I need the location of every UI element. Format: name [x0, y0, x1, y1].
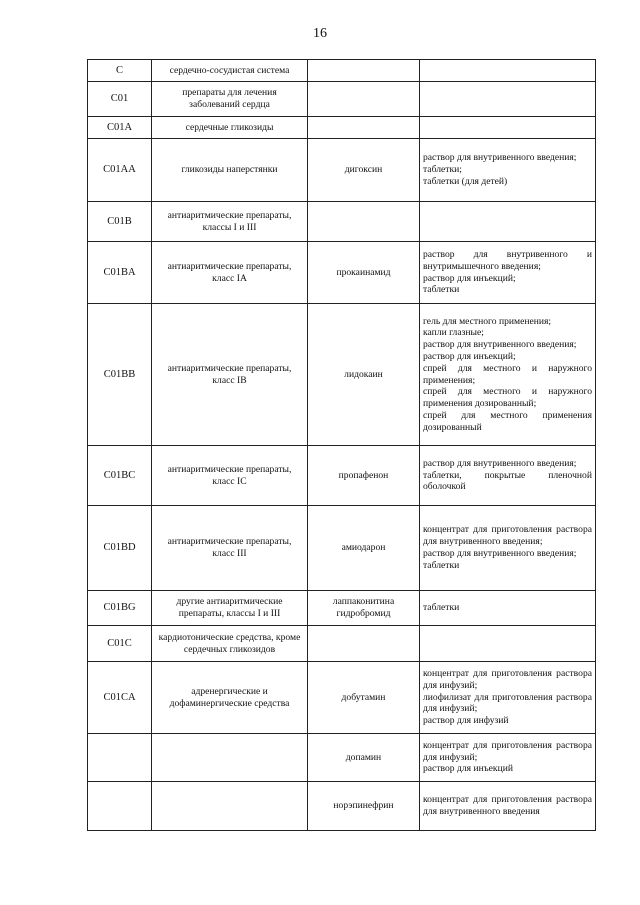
dosage-forms-cell: [420, 60, 596, 82]
drug-name-cell: пропафенон: [308, 446, 420, 506]
drug-name-cell: лаппаконитина гидробромид: [308, 591, 420, 626]
drug-name-cell: [308, 626, 420, 662]
dosage-forms-cell: [420, 446, 596, 506]
table-row: [88, 782, 596, 831]
table-row: [88, 139, 596, 202]
dosage-forms-cell: [420, 304, 596, 446]
group-name-cell: адренергические и дофаминергические средства: [152, 662, 308, 734]
drug-name-cell: амиодарон: [308, 506, 420, 591]
atc-code-cell: C01: [88, 82, 152, 117]
atc-code-cell: C01BC: [88, 446, 152, 506]
dosage-form: таблетки;: [423, 164, 462, 176]
dosage-form: раствор для инъекций: [423, 763, 513, 775]
dosage-forms-cell: [420, 117, 596, 139]
group-name-cell: другие антиаритмические препараты, классы I и III: [152, 591, 308, 626]
dosage-form: раствор для внутривенного введения;: [423, 152, 577, 164]
dosage-forms-cell: [420, 139, 596, 202]
dosage-form: раствор для внутривенного введения;: [423, 457, 577, 469]
dosage-form: раствор для внутривенного и внутримышечного введения;: [423, 248, 592, 272]
dosage-form: таблетки: [423, 284, 460, 296]
dosage-form: раствор для инъекций;: [423, 272, 516, 284]
dosage-forms-cell: [420, 202, 596, 242]
dosage-form: раствор для инфузий: [423, 715, 509, 727]
table-row: [88, 82, 596, 117]
atc-code-cell: C01CA: [88, 662, 152, 734]
dosage-form: раствор для внутривенного введения;: [423, 548, 577, 559]
dosage-form: капли глазные;: [423, 327, 484, 339]
group-name-cell: гликозиды наперстянки: [152, 139, 308, 202]
table-row: [88, 506, 596, 591]
drug-name-cell: дигоксин: [308, 139, 420, 202]
table-row: [88, 202, 596, 242]
dosage-form: концентрат для приготовления раствора для внутривенного введения: [423, 794, 592, 817]
group-name-cell: препараты для лечения заболеваний сердца: [152, 82, 308, 117]
table-row: [88, 60, 596, 82]
atc-code-cell: C01BD: [88, 506, 152, 591]
dosage-forms-cell: [420, 591, 596, 626]
atc-code-cell: C01BA: [88, 242, 152, 304]
group-name-cell: [152, 734, 308, 782]
dosage-form: раствор для внутривенного введения;: [423, 339, 577, 351]
group-name-cell: сердечно-сосудистая система: [152, 60, 308, 82]
dosage-form: таблетки: [423, 602, 460, 614]
dosage-form: спрей для местного и наружного применения дозированный;: [423, 386, 592, 410]
table-row: [88, 591, 596, 626]
dosage-forms-cell: [420, 626, 596, 662]
dosage-form: спрей для местного применения дозированный: [423, 409, 592, 433]
dosage-form: концентрат для приготовления раствора для внутривенного введения;: [423, 524, 592, 548]
dosage-form: концентрат для приготовления раствора для инфузий;: [423, 739, 592, 763]
dosage-form: лиофилизат для приготовления раствора для инфузий;: [423, 691, 592, 715]
drug-name-cell: допамин: [308, 734, 420, 782]
drug-name-cell: [308, 60, 420, 82]
drug-name-cell: [308, 82, 420, 117]
atc-code-cell: C: [88, 60, 152, 82]
dosage-form: раствор для инъекций;: [423, 350, 516, 362]
dosage-forms-cell: [420, 82, 596, 117]
group-name-cell: сердечные гликозиды: [152, 117, 308, 139]
page-number: 16: [313, 26, 327, 41]
atc-code-cell: C01BB: [88, 304, 152, 446]
table-row: [88, 117, 596, 139]
table-row: [88, 662, 596, 734]
group-name-cell: [152, 782, 308, 831]
dosage-form: спрей для местного и наружного применения;: [423, 362, 592, 386]
group-name-cell: антиаритмические препараты, класс IC: [152, 446, 308, 506]
dosage-form: таблетки, покрытые пленочной оболочкой: [423, 469, 592, 493]
drug-name-cell: добутамин: [308, 662, 420, 734]
atc-code-cell: C01A: [88, 117, 152, 139]
dosage-forms-cell: [420, 242, 596, 304]
drug-name-cell: [308, 117, 420, 139]
atc-code-cell: C01BG: [88, 591, 152, 626]
group-name-cell: антиаритмические препараты, класс III: [152, 506, 308, 591]
group-name-cell: антиаритмические препараты, классы I и III: [152, 202, 308, 242]
group-name-cell: антиаритмические препараты, класс IB: [152, 304, 308, 446]
dosage-forms-cell: [420, 734, 596, 782]
drug-table: [87, 59, 596, 831]
group-name-cell: кардиотонические средства, кроме сердечных гликозидов: [152, 626, 308, 662]
drug-name-cell: [308, 202, 420, 242]
dosage-form: таблетки: [423, 559, 460, 571]
atc-code-cell: C01AA: [88, 139, 152, 202]
dosage-forms-cell: [420, 662, 596, 734]
dosage-forms-cell: [420, 506, 596, 591]
dosage-form: гель для местного применения;: [423, 315, 552, 327]
dosage-forms-cell: [420, 782, 596, 831]
table-row: [88, 626, 596, 662]
group-name-cell: антиаритмические препараты, класс IA: [152, 242, 308, 304]
atc-code-cell: [88, 782, 152, 831]
drug-name-cell: прокаинамид: [308, 242, 420, 304]
dosage-form: концентрат для приготовления раствора для инфузий;: [423, 668, 592, 691]
atc-code-cell: [88, 734, 152, 782]
drug-table-body: [88, 60, 596, 831]
drug-name-cell: лидокаин: [308, 304, 420, 446]
atc-code-cell: C01C: [88, 626, 152, 662]
atc-code-cell: C01B: [88, 202, 152, 242]
table-row: [88, 242, 596, 304]
table-row: [88, 734, 596, 782]
table-row: [88, 304, 596, 446]
table-row: [88, 446, 596, 506]
drug-name-cell: норэпинефрин: [308, 782, 420, 831]
dosage-form: таблетки (для детей): [423, 175, 508, 187]
